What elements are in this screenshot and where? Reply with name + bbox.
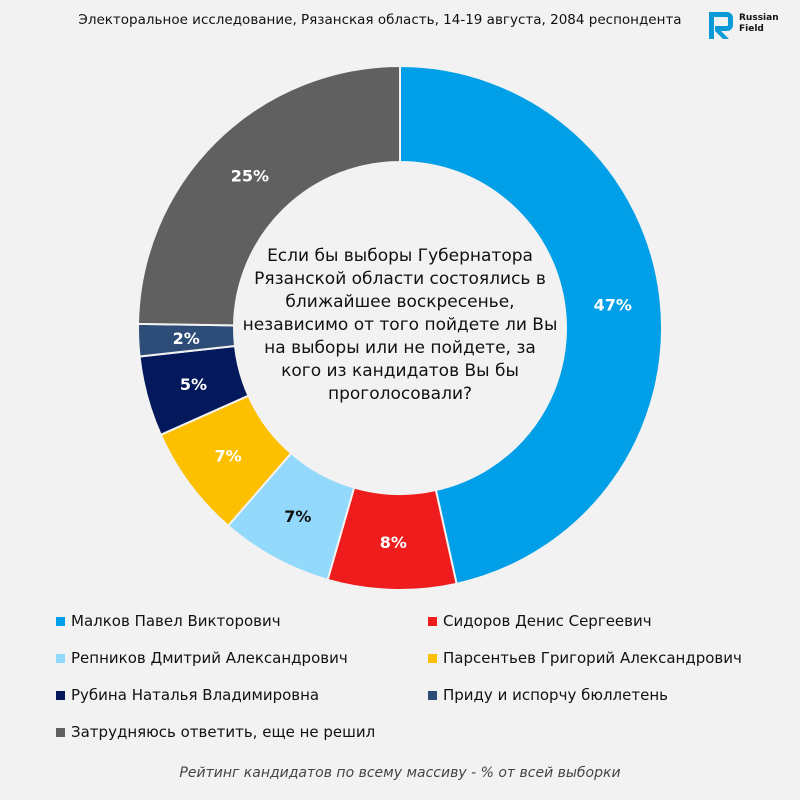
logo-line-1: Russian (739, 13, 779, 23)
legend-label-4: Рубина Наталья Владимировна (71, 686, 320, 704)
legend-swatch-3 (428, 654, 437, 663)
legend-item-5 (428, 686, 668, 704)
legend-label-1: Сидоров Денис Сергеевич (443, 612, 652, 630)
legend-swatch-2 (56, 654, 65, 663)
legend-item-3 (428, 649, 742, 667)
slice-label-1: 8% (379, 532, 407, 552)
legend-label-2: Репников Дмитрий Александрович (71, 649, 348, 667)
legend-label-6: Затрудняюсь ответить, еще не решил (71, 723, 376, 741)
slice-label-4: 5% (179, 374, 208, 394)
legend-item-6 (56, 723, 375, 741)
slice-label-3: 7% (214, 446, 242, 466)
legend-swatch-5 (428, 691, 437, 700)
legend-label-0: Малков Павел Викторович (71, 612, 281, 630)
footer-note: Рейтинг кандидатов по всему массиву - % от всей выборки (179, 765, 621, 781)
legend-swatch-0 (56, 617, 65, 626)
slice-label-2: 7% (284, 507, 312, 527)
slice-label-0: 47% (593, 295, 632, 315)
legend-item-0 (56, 612, 281, 630)
chart-header: Электоральное исследование, Рязанская область, 14-19 августа, 2084 респондента (78, 12, 682, 28)
center-question: Если бы выборы Губернатора Рязанской области состоялись в ближайшее воскресенье, независимо от того пойдете ли Вы на выборы или не пойдете, за кого из кандидатов Вы бы проголосовали? (242, 246, 558, 404)
slice-label-5: 2% (172, 328, 200, 348)
logo-line-2: Field (739, 24, 764, 34)
legend-swatch-6 (56, 728, 65, 737)
legend-swatch-1 (428, 617, 437, 626)
legend-label-5: Приду и испорчу бюллетень (443, 686, 668, 704)
legend-label-3: Парсентьев Григорий Александрович (443, 649, 742, 667)
legend-swatch-4 (56, 691, 65, 700)
legend-item-2 (56, 649, 348, 667)
legend-item-1 (428, 612, 652, 630)
slice-label-6: 25% (230, 166, 270, 186)
legend-item-4 (56, 686, 319, 704)
